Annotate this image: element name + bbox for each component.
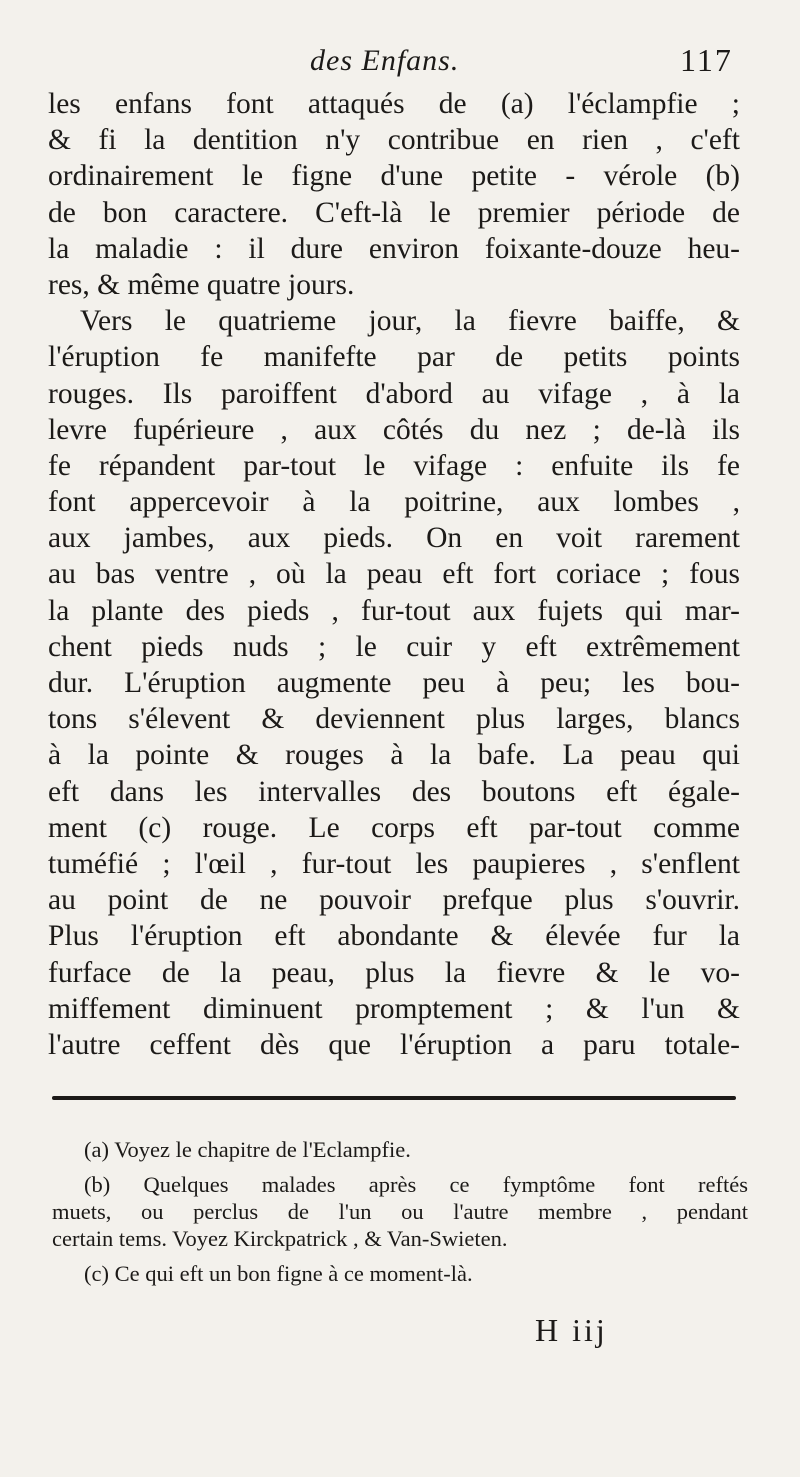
text-line: la plante des pieds , fur-tout aux fujets qui mar-: [48, 594, 740, 627]
text-line: la maladie : il dure environ foixante-douze heu-: [48, 232, 740, 265]
text-line: de bon caractere. C'eft-là le premier période de: [48, 196, 740, 229]
text-line: au bas ventre , où la peau eft fort coriace ; fous: [48, 558, 740, 591]
footnote-a: (a) Voyez le chapitre de l'Eclampfie.: [84, 1137, 411, 1162]
running-head: [0, 40, 800, 90]
text-line: rouges. Ils paroiffent d'abord au vifage , à la: [48, 377, 740, 410]
text-line: eft dans les intervalles des boutons eft égale-: [48, 775, 740, 808]
footnote-b: (b) Quelques malades après ce fymptôme font reftés: [84, 1172, 748, 1197]
signature-mark: H iij: [535, 1312, 608, 1348]
text-line: au point de ne pouvoir prefque plus s'ouvrir.: [48, 884, 740, 917]
footnote-gap: [52, 1252, 748, 1260]
text-line: furface de la peau, plus la fievre & le vo-: [48, 956, 740, 989]
text-line: aux jambes, aux pieds. On en voit rarement: [48, 522, 740, 555]
text-line: dur. L'éruption augmente peu à peu; les bou-: [48, 667, 740, 699]
footnote-rule: [52, 1096, 736, 1100]
text-line: levre fupérieure , aux côtés du nez ; de-là ils: [48, 413, 740, 446]
text-line: res, & même quatre jours.: [48, 268, 355, 301]
text-line: font appercevoir à la poitrine, aux lombes ,: [48, 486, 740, 519]
text-line: les enfans font attaqués de (a) l'éclampfie ;: [48, 88, 740, 120]
text-line: l'autre ceffent dès que l'éruption a paru totale-: [48, 1028, 740, 1061]
footnote-b-continued: muets, ou perclus de l'un ou l'autre membre , pendant: [52, 1199, 748, 1224]
text-line: à la pointe & rouges à la bafe. La peau qui: [48, 739, 740, 772]
page-number: 117: [680, 42, 733, 78]
footnote-c: (c) Ce qui eft un bon figne à ce moment-là.: [84, 1261, 473, 1286]
footnotes: [52, 1136, 748, 1287]
text-line: l'éruption fe manifefte par de petits points: [48, 341, 740, 374]
body-text: [48, 86, 740, 1063]
text-line: fe répandent par-tout le vifage : enfuite ils fe: [48, 449, 740, 482]
text-line: Plus l'éruption eft abondante & élevée fur la: [48, 920, 740, 953]
text-line: & fi la dentition n'y contribue en rien , c'eft: [48, 124, 740, 157]
text-line: ment (c) rouge. Le corps eft par-tout comme: [48, 811, 740, 844]
text-line: miffement diminuent promptement ; & l'un &: [48, 992, 740, 1025]
footnote-b-continued: certain tems. Voyez Kirckpatrick , & Van-Swieten.: [52, 1226, 508, 1251]
text-line: tuméfié ; l'œil , fur-tout les paupieres , s'enflent: [48, 847, 740, 880]
running-title: des Enfans.: [310, 44, 460, 77]
text-line: ordinairement le figne d'une petite - vérole (b): [48, 160, 740, 193]
text-line: Vers le quatrieme jour, la fievre baiffe, &: [80, 305, 740, 338]
footnote-gap: [52, 1163, 748, 1171]
text-line: chent pieds nuds ; le cuir y eft extrêmement: [48, 630, 740, 663]
text-line: tons s'élevent & deviennent plus larges, blancs: [48, 703, 740, 736]
